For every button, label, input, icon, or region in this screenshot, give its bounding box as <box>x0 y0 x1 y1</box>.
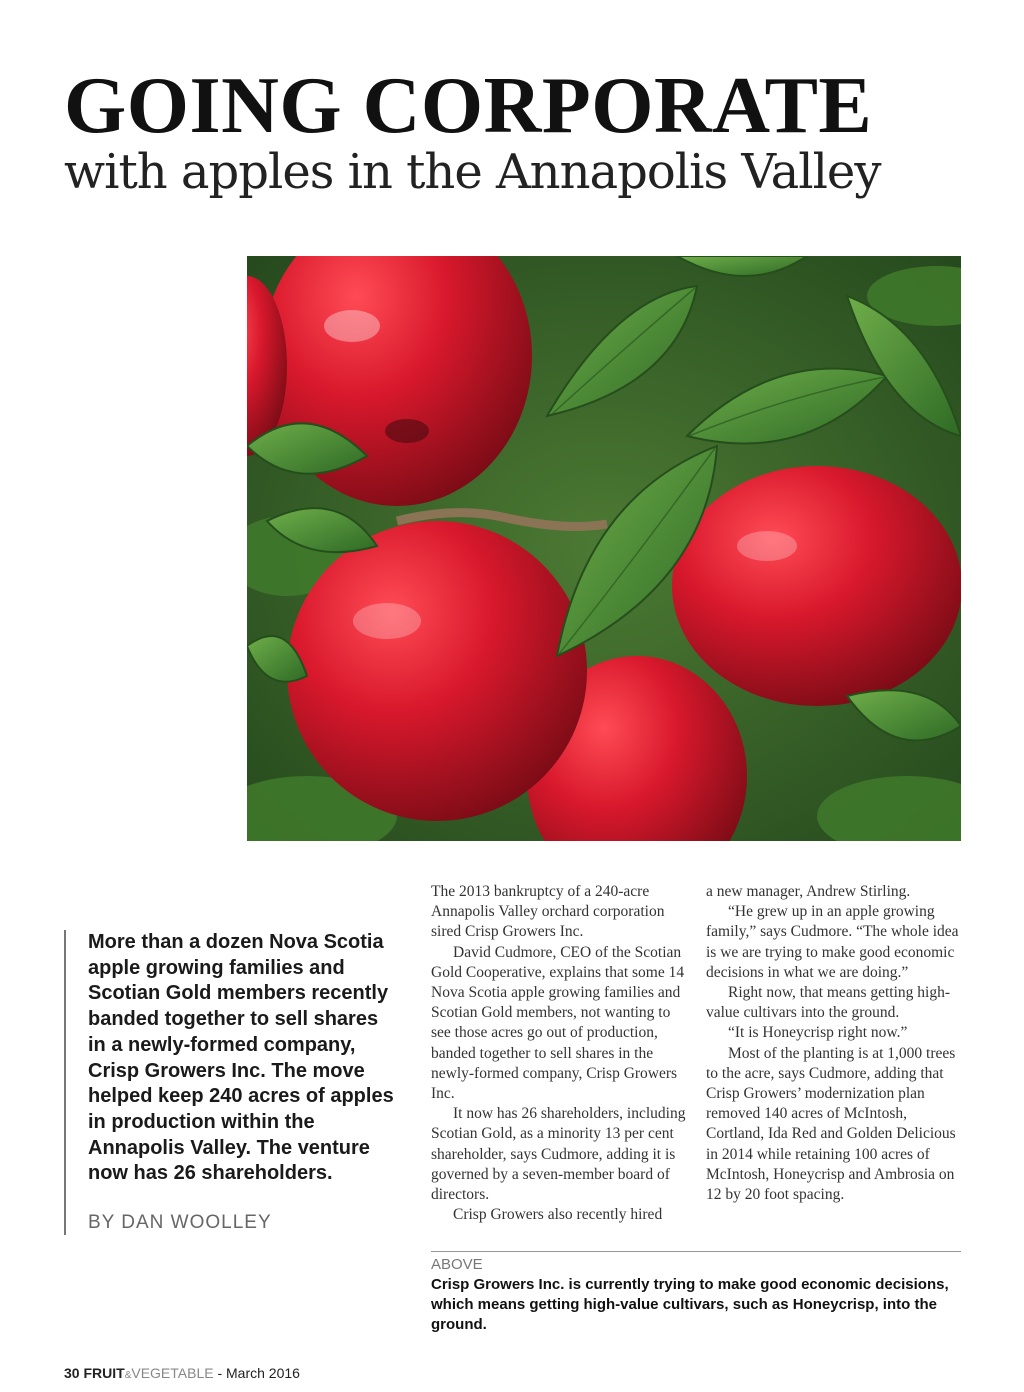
article-deck <box>64 930 406 1235</box>
headline: GOING CORPORATE <box>64 62 873 150</box>
subheadline: with apples in the Annapolis Valley <box>64 144 881 200</box>
page-footer <box>64 1365 300 1381</box>
magazine-name-vegetable: VEGETABLE <box>131 1365 214 1381</box>
body-paragraph: Crisp Growers also recently hired <box>453 1206 663 1224</box>
caption-label: ABOVE <box>431 1256 483 1273</box>
body-paragraph: Right now, that means getting high-value cultivars into the ground. <box>706 984 950 1022</box>
body-paragraph: “He grew up in an apple growing family,” says Cudmore. “The whole idea is we are trying to make good economic decisions in what we are doing.” <box>706 903 959 981</box>
body-paragraph: David Cudmore, CEO of the Scotian Gold Cooperative, explains that some 14 Nova Scotia apple growing families and Scotian Gold members, not wanting to see those acres go out of production, banded together to sell shares in the newly-formed company, Crisp Growers Inc. <box>431 943 685 1103</box>
caption-text: Crisp Growers Inc. is currently trying to make good economic decisions, which means getting high-value cultivars, such as Honeycrisp, into the ground. <box>431 1276 949 1333</box>
body-column-1 <box>431 882 693 1225</box>
body-paragraph: “It is Honeycrisp right now.” <box>728 1024 908 1042</box>
magazine-name-fruit: FRUIT <box>83 1365 125 1381</box>
body-paragraph: Most of the planting is at 1,000 trees to the acre, says Cudmore, adding that Crisp Growers’ modernization plan removed 140 acres of McIntosh, Cortland, Ida Red and Golden Delicious in 2014 while retaining 100 acres of McIntosh, Honeycrisp and Ambrosia on 12 by 20 foot spacing. <box>706 1044 956 1204</box>
page-number: 30 <box>64 1365 80 1381</box>
issue-date: - March 2016 <box>213 1365 300 1381</box>
magazine-name-amp: & <box>124 1370 132 1381</box>
body-column-2 <box>706 882 968 1205</box>
caption-divider <box>431 1251 961 1252</box>
apples-photo <box>247 256 961 841</box>
body-paragraph: It now has 26 shareholders, including Scotian Gold, as a minority 13 per cent shareholder, says Cudmore, adding it is governed by a seven-member board of directors. <box>431 1105 686 1204</box>
body-paragraph: The 2013 bankruptcy of a 240-acre Annapolis Valley orchard corporation sired Crisp Growers Inc. <box>431 883 665 941</box>
deck-text: More than a dozen Nova Scotia apple growing families and Scotian Gold members recently banded together to sell shares in a newly-formed company, Crisp Growers Inc. The move helped keep 240 acres of apples in production within the Annapolis Valley. The venture now has 26 shareholders. <box>88 931 394 1185</box>
apples-illustration <box>247 256 961 841</box>
byline: BY DAN WOOLLEY <box>88 1212 272 1233</box>
body-paragraph: a new manager, Andrew Stirling. <box>706 883 911 900</box>
